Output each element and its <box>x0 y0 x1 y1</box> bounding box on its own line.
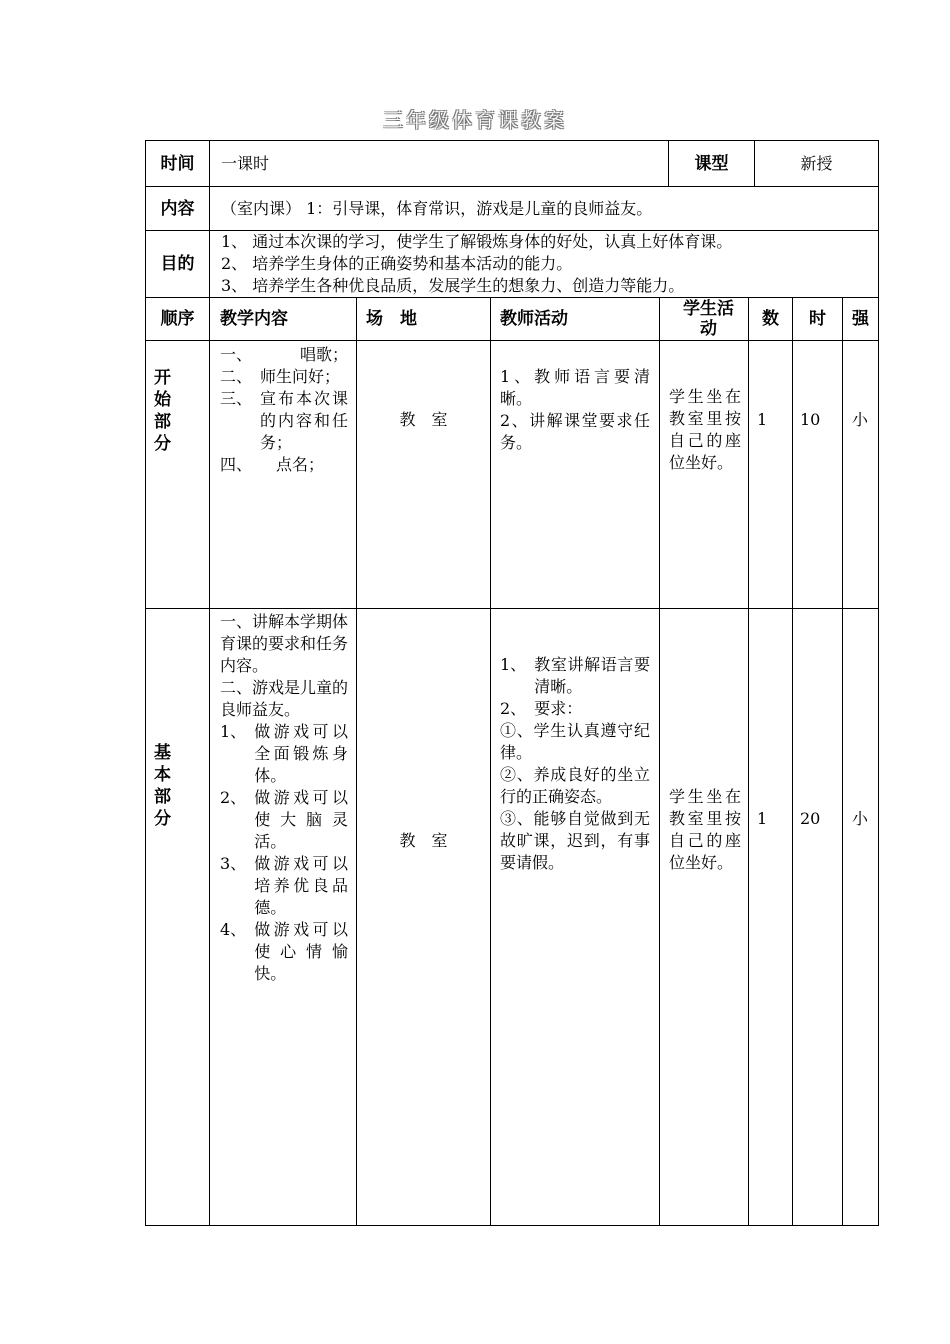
teacher-requirement: ①、学生认真遵守纪律。 <box>500 721 650 762</box>
section-opening-name: 开始部分 <box>154 368 171 454</box>
column-divider <box>356 297 357 1225</box>
column-header-content: 教学内容 <box>220 309 288 329</box>
column-divider <box>748 297 749 1225</box>
column-header-count: 数 <box>762 309 779 329</box>
teacher-item: 1、 教室讲解语言要清晰。 <box>500 655 650 696</box>
list-item: 4、 做游戏可以使心情愉快。 <box>220 920 348 983</box>
list-item: 3、 做游戏可以培养优良品德。 <box>220 854 348 917</box>
section-opening-content <box>220 344 348 476</box>
section-opening-venue: 教 室 <box>399 410 448 429</box>
teacher-item: 2、讲解课堂要求任务。 <box>500 411 650 452</box>
list-item: 1、 做游戏可以全面锻炼身体。 <box>220 722 348 785</box>
teacher-requirement: ③、能够自觉做到无故旷课，迟到，有事要请假。 <box>500 809 650 872</box>
teacher-item: 2、 要求： <box>500 699 583 718</box>
list-item: 二、 师生问好； <box>220 367 341 386</box>
goal-list <box>221 231 871 297</box>
teacher-requirement: ②、养成良好的坐立行的正确姿态。 <box>500 765 650 806</box>
section-opening-student: 学生坐在教室里按自己的座位坐好。 <box>669 387 741 472</box>
column-divider <box>209 141 210 1225</box>
column-header-intensity: 强 <box>852 309 869 329</box>
list-item: 四、 点名； <box>220 455 324 474</box>
goal-item: 3、 培养学生各种优良品质，发展学生的想象力、创造力等能力。 <box>221 276 685 295</box>
content-label: 内容 <box>160 199 195 219</box>
content-value: （室内课） 1：引导课，体育常识，游戏是儿童的良师益友。 <box>221 199 653 218</box>
teacher-item: 1、教师语言要清晰。 <box>500 367 650 408</box>
content-intro: 二、游戏是儿童的良师益友。 <box>220 678 349 719</box>
goal-item: 1、 通过本次课的学习，使学生了解锻炼身体的好处，认真上好体育课。 <box>221 232 733 251</box>
lesson-type-value: 新授 <box>800 154 833 173</box>
section-basic-time: 20 <box>800 809 821 828</box>
column-header-venue: 场 地 <box>366 309 417 329</box>
section-basic-intensity: 小 <box>852 809 869 828</box>
row-divider <box>146 297 878 298</box>
column-header-order: 顺序 <box>160 309 195 329</box>
section-basic-student: 学生坐在教室里按自己的座位坐好。 <box>669 787 741 872</box>
column-header-time: 时 <box>809 309 826 329</box>
list-item: 三、 宣布本次课的内容和任务； <box>220 389 348 452</box>
goal-label: 目的 <box>160 254 195 274</box>
section-opening-time: 10 <box>800 410 821 429</box>
document-title: 三年级体育课教案 <box>383 108 567 132</box>
column-header-student: 学生活动 <box>683 298 734 339</box>
list-item: 一、 唱歌； <box>220 345 348 364</box>
section-basic-venue: 教 室 <box>399 831 448 850</box>
content-intro: 一、讲解本学期体育课的要求和任务内容。 <box>220 612 349 675</box>
goal-item: 2、 培养学生身体的正确姿势和基本活动的能力。 <box>221 254 573 273</box>
column-divider <box>842 297 843 1225</box>
lesson-type-label: 课型 <box>694 154 729 174</box>
section-opening-teacher <box>500 366 650 454</box>
lesson-plan-table <box>145 140 879 1226</box>
row-divider <box>146 608 878 609</box>
column-header-teacher: 教师活动 <box>500 309 568 329</box>
row-divider <box>146 186 878 187</box>
list-item: 2、 做游戏可以使大脑灵活。 <box>220 788 348 851</box>
row-divider <box>146 340 878 341</box>
section-opening-count: 1 <box>757 410 768 429</box>
section-opening-intensity: 小 <box>852 410 869 429</box>
column-divider <box>659 297 660 1225</box>
section-basic-teacher <box>500 654 650 874</box>
section-basic-name: 基本部分 <box>154 743 171 829</box>
time-value: 一课时 <box>221 154 270 173</box>
section-basic-count: 1 <box>757 809 768 828</box>
time-label: 时间 <box>160 154 195 174</box>
column-divider <box>490 297 491 1225</box>
section-basic-content <box>220 611 348 985</box>
column-divider <box>792 297 793 1225</box>
